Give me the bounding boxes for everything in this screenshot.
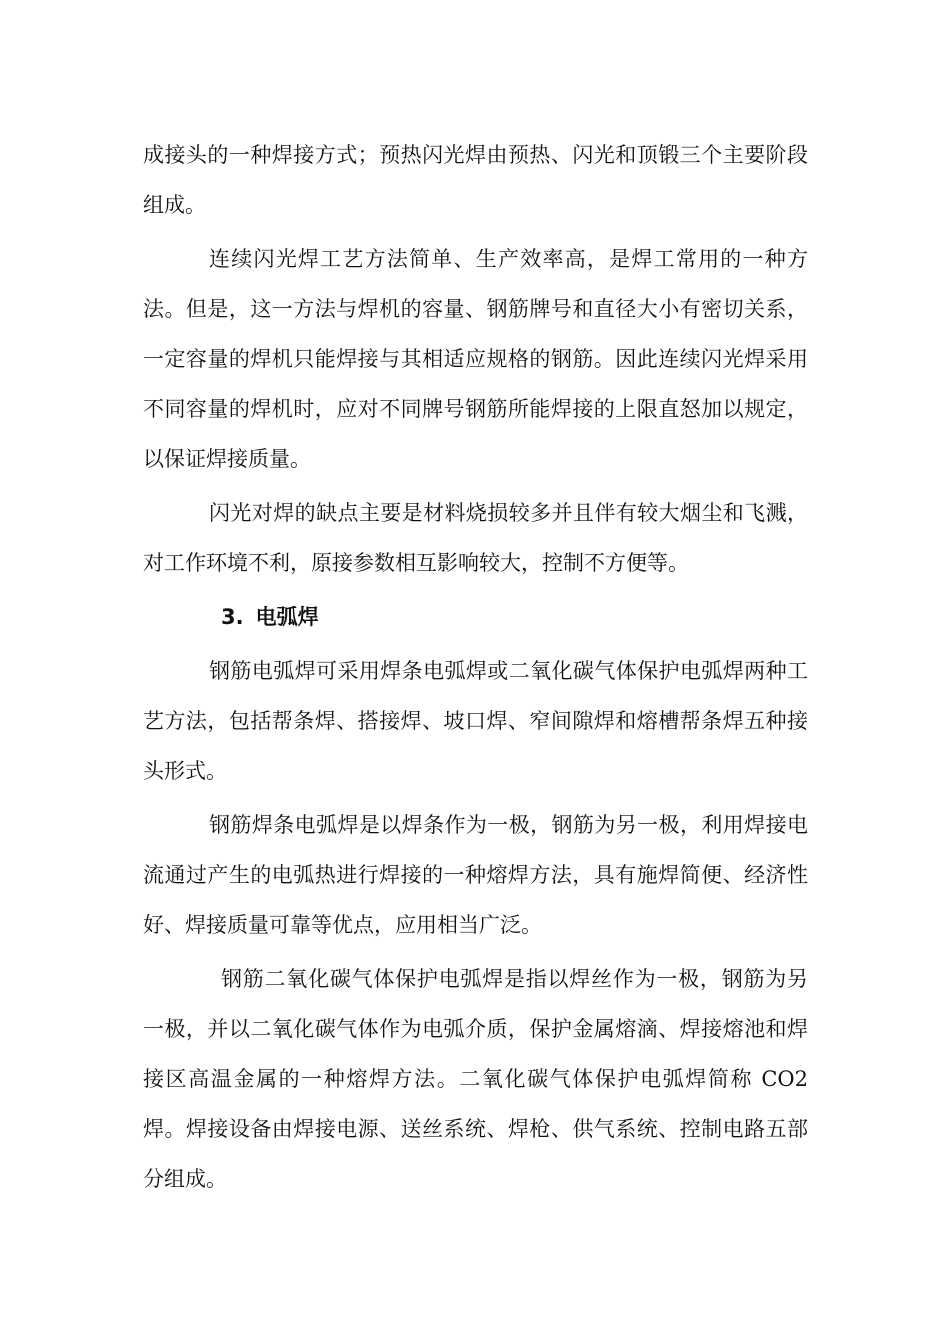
section-title: 电弧焊 (255, 605, 319, 629)
paragraph-electrode-arc-welding: 钢筋焊条电弧焊是以焊条作为一极，钢筋为另一极，利用焊接电流通过产生的电弧热进行焊接的一种熔焊方法，具有施焊简便、经济性好、焊接质量可靠等优点，应用相当广泛。 (143, 813, 808, 937)
paragraph-continuous-flash-welding: 连续闪光焊工艺方法简单、生产效率高，是焊工常用的一种方法。但是，这一方法与焊机的容量、钢筋牌号和直径大小有密切关系，一定容量的焊机只能焊接与其相适应规格的钢筋。因此连续闪光焊采用不同容量的焊机时，应对不同牌号钢筋所能焊接的上限直怒加以规定，以保证焊接质量。 (143, 247, 808, 471)
section-number: 3. (221, 605, 244, 629)
paragraph-co2-arc-welding: 钢筋二氧化碳气体保护电弧焊是指以焊丝作为一极，钢筋为另一极，并以二氧化碳气体作为电弧介质，保护金属熔滴、焊接熔池和焊接区高温金属的一种熔焊方法。二氧化碳气体保护电弧焊简称 CO2 焊。焊接设备由焊接电源、送丝系统、焊枪、供气系统、控制电路五部分组成。 (143, 967, 808, 1191)
section-heading (143, 592, 808, 642)
paragraph-continuation: 成接头的一种焊接方式；预热闪光焊由预热、闪光和顶锻三个主要阶段组成。 (143, 143, 808, 217)
paragraph-arc-welding-methods: 钢筋电弧焊可采用焊条电弧焊或二氧化碳气体保护电弧焊两种工艺方法，包括帮条焊、搭接焊、坡口焊、窄间隙焊和熔槽帮条焊五种接头形式。 (143, 659, 808, 783)
document-body (143, 130, 808, 1208)
paragraph-flash-welding-drawbacks: 闪光对焊的缺点主要是材料烧损较多并且伴有较大烟尘和飞溅，对工作环境不利，原接参数相互影响较大，控制不方便等。 (143, 501, 808, 575)
